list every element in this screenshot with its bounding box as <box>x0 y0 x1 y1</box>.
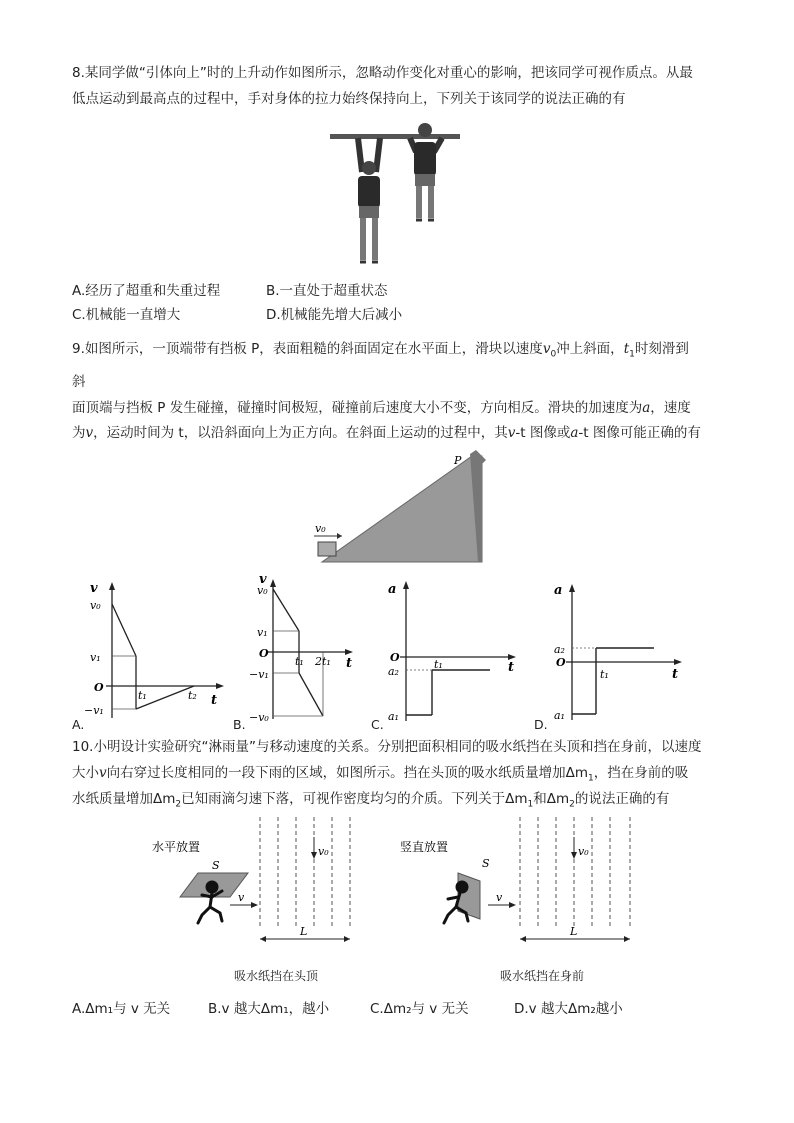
graph-c-y-arrow <box>403 581 409 589</box>
graph-b-tick-neg-v0: −v₀ <box>249 711 269 724</box>
rain-figure-left <box>150 815 370 955</box>
graph-b-y-label: v <box>259 572 267 587</box>
rain-v-label-right: v <box>496 891 503 904</box>
incline-p-label: P <box>454 454 462 467</box>
graph-d-x-arrow <box>674 659 682 665</box>
graph-d-y-label: a <box>554 583 563 598</box>
q9-option-d: D. <box>534 717 548 732</box>
q10-option-c: C.Δm₂与 v 无关 <box>370 1001 469 1017</box>
graph-b-x-arrow <box>345 649 353 655</box>
graph-b-line-up <box>273 589 299 631</box>
vertical-paper <box>458 873 480 919</box>
q8-stem-line2: 低点运动到最高点的过程中，手对身体的拉力始终保持向上，下列关于该同学的说法正确的有 <box>72 91 626 107</box>
rain-tag-right: 竖直放置 <box>400 840 449 854</box>
graph-a <box>72 578 232 728</box>
q10-option-a: A.Δm₁与 v 无关 <box>72 1001 171 1017</box>
rain-lines-left <box>260 817 350 927</box>
incline-slope <box>322 456 482 562</box>
rain-l-arrow-end-right <box>624 936 630 942</box>
graph-c-tick-a1: a₁ <box>388 710 399 723</box>
rain-l-arrow-end-left <box>344 936 350 942</box>
q9-option-b: B. <box>233 717 246 732</box>
q8-option-b: B.一直处于超重状态 <box>266 283 388 299</box>
rain-s-label-right: S <box>482 857 490 870</box>
graph-c-tick-a2: a₂ <box>388 665 399 678</box>
graph-c-x-label: t <box>508 660 515 675</box>
q8-option-c: C.机械能一直增大 <box>72 307 181 323</box>
graph-c <box>382 575 522 725</box>
rain-caption-left: 吸水纸挡在头顶 <box>234 969 319 983</box>
v0-arrow-head <box>337 533 342 539</box>
graph-d <box>548 578 688 728</box>
rain-v0-arrowhead-left <box>311 852 317 859</box>
incline-v0-label: v₀ <box>315 522 326 535</box>
graph-a-tick-v0: v₀ <box>90 599 101 612</box>
q10-stem-line3: 水纸质量增加$\Delta m_2$已知雨滴匀速下落，可视作密度均匀的介质。下列关于$\Delta m_1$和$\Delta m_2$的说法正确的有 <box>72 791 670 810</box>
graph-a-tick-t2: t₂ <box>188 689 197 702</box>
rain-lines-right <box>520 817 630 927</box>
graph-b-tick-t1: t₁ <box>295 655 304 668</box>
graph-a-x-label: t <box>211 693 218 708</box>
graph-b-tick-v0: v₀ <box>257 584 268 597</box>
graph-b-origin: O <box>259 647 269 660</box>
q10-option-d: D.v 越大Δm₂越小 <box>514 1001 623 1017</box>
graph-d-tick-t1: t₁ <box>600 668 609 681</box>
rain-tag-left: 水平放置 <box>152 840 201 854</box>
q9-stem-line3: 为v，运动时间为 t，以沿斜面向上为正方向。在斜面上运动的过程中，其v-t 图像或a-t 图像可能正确的有 <box>72 425 701 441</box>
graph-a-tick-t1: t₁ <box>138 689 147 702</box>
q9-stem-line1-wrap: 斜 <box>72 374 86 390</box>
rain-l-label-right: L <box>570 925 578 938</box>
graph-d-tick-a2: a₂ <box>554 643 565 656</box>
q9-option-c: C. <box>371 717 384 732</box>
person-hanging <box>358 138 380 262</box>
graph-b-line-down <box>299 673 323 716</box>
q10-option-b: B.v 越大Δm₁，越小 <box>208 1001 330 1017</box>
graph-a-line-up <box>112 604 136 656</box>
q9-option-a: A. <box>72 717 85 732</box>
graph-a-y-label: v <box>90 581 98 596</box>
rain-v0-label-right: v₀ <box>578 845 589 858</box>
rain-v0-arrowhead-right <box>571 852 577 859</box>
graph-b <box>245 572 375 725</box>
rain-v0-label-left: v₀ <box>318 845 329 858</box>
q9-stem-line2: 面顶端与挡板 P 发生碰撞，碰撞时间极短，碰撞前后速度大小不变，方向相反。滑块的加速度为a，速度 <box>72 400 691 416</box>
incline-figure <box>310 450 490 565</box>
rain-v-label-left: v <box>238 891 245 904</box>
q8-option-d: D.机械能先增大后减小 <box>266 307 403 323</box>
graph-d-origin: O <box>556 656 566 669</box>
graph-d-y-arrow <box>569 584 575 592</box>
graph-c-tick-t1: t₁ <box>434 658 443 671</box>
rain-l-arrow-start-left <box>260 936 266 942</box>
graph-d-tick-a1: a₁ <box>554 709 565 722</box>
rain-s-label-left: S <box>212 859 220 872</box>
graph-a-y-arrow <box>109 582 115 590</box>
slider-block <box>318 542 336 556</box>
rain-caption-right: 吸水纸挡在身前 <box>500 969 585 983</box>
graph-a-tick-neg-v1: −v₁ <box>84 704 104 717</box>
rain-l-label-left: L <box>300 925 308 938</box>
graph-b-tick-neg-v1: −v₁ <box>249 668 269 681</box>
q8-option-a: A.经历了超重和失重过程 <box>72 283 221 299</box>
q10-stem-line1: 10.小明设计实验研究“淋雨量”与移动速度的关系。分别把面积相同的吸水纸挡在头顶和挡在身前，以速度 <box>72 739 702 755</box>
graph-b-x-label: t <box>346 656 353 671</box>
graph-c-y-label: a <box>388 582 397 597</box>
pullup-figure <box>330 120 460 270</box>
rain-l-arrow-start-right <box>520 936 526 942</box>
graph-a-origin: O <box>94 681 104 694</box>
graph-b-y-arrow <box>270 579 276 587</box>
rain-v-arrowhead-left <box>251 902 258 908</box>
q8-stem-line1: 8.某同学做“引体向上”时的上升动作如图所示，忽略动作变化对重心的影响，把该同学可视作质点。从最 <box>72 65 693 81</box>
q10-stem-line2: 大小v向右穿过长度相同的一段下雨的区域，如图所示。挡在头顶的吸水纸质量增加$\Delta m_1$，挡在身前的吸 <box>72 765 689 784</box>
graph-a-x-arrow <box>216 683 224 689</box>
graph-d-x-label: t <box>672 667 679 682</box>
graph-c-origin: O <box>390 651 400 664</box>
graph-b-tick-v1: v₁ <box>257 626 268 639</box>
q9-stem-line1: 9.如图所示，一顶端带有挡板 P，表面粗糙的斜面固定在水平面上，滑块以速度$v_0$冲上斜面，$t_1$时刻滑到 <box>72 341 689 360</box>
rain-figure-right <box>400 815 640 955</box>
graph-b-tick-2t1: 2t₁ <box>315 655 331 668</box>
graph-a-tick-v1: v₁ <box>90 651 101 664</box>
rain-v-arrowhead-right <box>509 902 516 908</box>
